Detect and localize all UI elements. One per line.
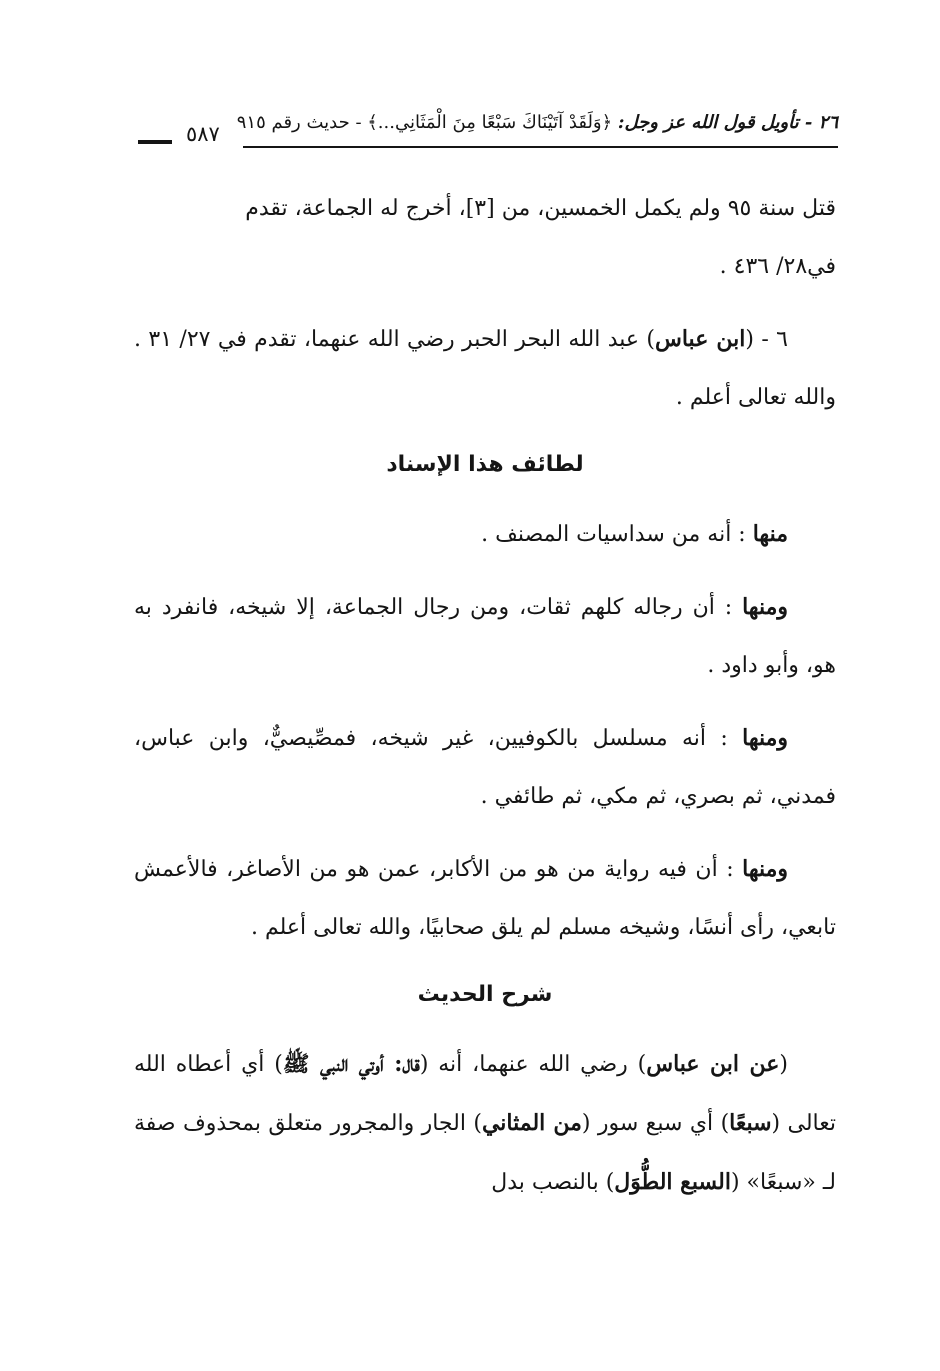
p7-seg-g: ) بالنصب بدل [491,1170,615,1195]
p2-narrator-name: ابن عباس [655,326,746,352]
page-number-dash [138,140,172,144]
paragraph-continued [134,180,836,296]
p7-seg-c: ) رضي الله عنهما، أنه ( [419,1052,647,1077]
header-chapter: ٢٦ - تأويل قول الله عز وجل: [617,112,838,133]
p5-text: : أنه مسلسل بالكوفيين، غير شيخه، فمصِّيصيٌّ، وابن عباس، فمدني، ثم بصري، ثم مكي، ثم طائفي . [134,726,836,809]
p2-number: ٦ - ( [745,327,788,352]
header-title [237,112,838,133]
p7-seg-d: ) أي أعطاه الله تعالى ( [134,1052,837,1136]
p7-bold-4: من المثاني [481,1110,582,1136]
section-heading-isnad: لطائف هذا الإسناد [386,452,584,477]
p2-text: ) عبد الله البحر الحبر رضي الله عنهما، تقدم في ٢٧/ ٣١ . والله تعالى أعلم . [134,327,836,410]
page-body [134,180,836,1212]
paragraph-latifa-2 [134,578,836,695]
p6-text: : أن فيه رواية من هو من الأكابر، عمن هو من الأصاغر، فالأعمش تابعي، رأى أنسًا، وشيخه مسلم لم يلق صحابيًا، والله تعالى أعلم . [134,857,836,940]
p1-line1: قتل سنة ٩٥ ولم يكمل الخمسين، من [٣]، أخرج له الجماعة، تقدم [245,196,836,221]
p5-lead: ومنها [742,725,788,751]
paragraph-latifa-3 [134,709,836,826]
section-heading-sharh: شرح الحديث [417,982,553,1007]
p7-seg-f: ) الجار والمجرور متعلق بمحذوف صفة لـ «سبعًا» ( [134,1111,836,1195]
p7-bold-2: قال: أوتي النبي ﷺ [282,1051,420,1077]
paragraph-narrator-6 [134,310,836,427]
header-rule [243,146,838,148]
p7-bold-1: عن ابن عباس [646,1051,780,1077]
p7-seg-a: ( [779,1052,789,1077]
p7-bold-3: سبعًا [729,1110,772,1136]
p6-lead: ومنها [742,856,788,882]
p3-lead: منها [752,521,788,547]
running-header [138,108,838,150]
page-number: ٥٨٧ [186,122,220,146]
header-verse-hadith: ﴿وَلَقَدْ آتَيْنَاكَ سَبْعًا مِنَ الْمَثَانِي...﴾ - حديث رقم ٩١٥ [236,112,613,133]
p7-bold-5: السبع الطُّوَل [614,1169,731,1195]
p1-line2: في٢٨/ ٤٣٦ . [719,254,836,279]
p4-text: : أن رجاله كلهم ثقات، ومن رجال الجماعة، إلا شيخه، فانفرد به هو، وأبو داود . [134,595,836,678]
paragraph-latifa-1 [134,505,836,564]
paragraph-latifa-4 [134,840,836,957]
p4-lead: ومنها [742,594,788,620]
p3-text: : أنه من سداسيات المصنف . [481,522,746,547]
paragraph-sharh [134,1035,836,1212]
p7-seg-e: ) أي سبع سور ( [581,1111,730,1136]
